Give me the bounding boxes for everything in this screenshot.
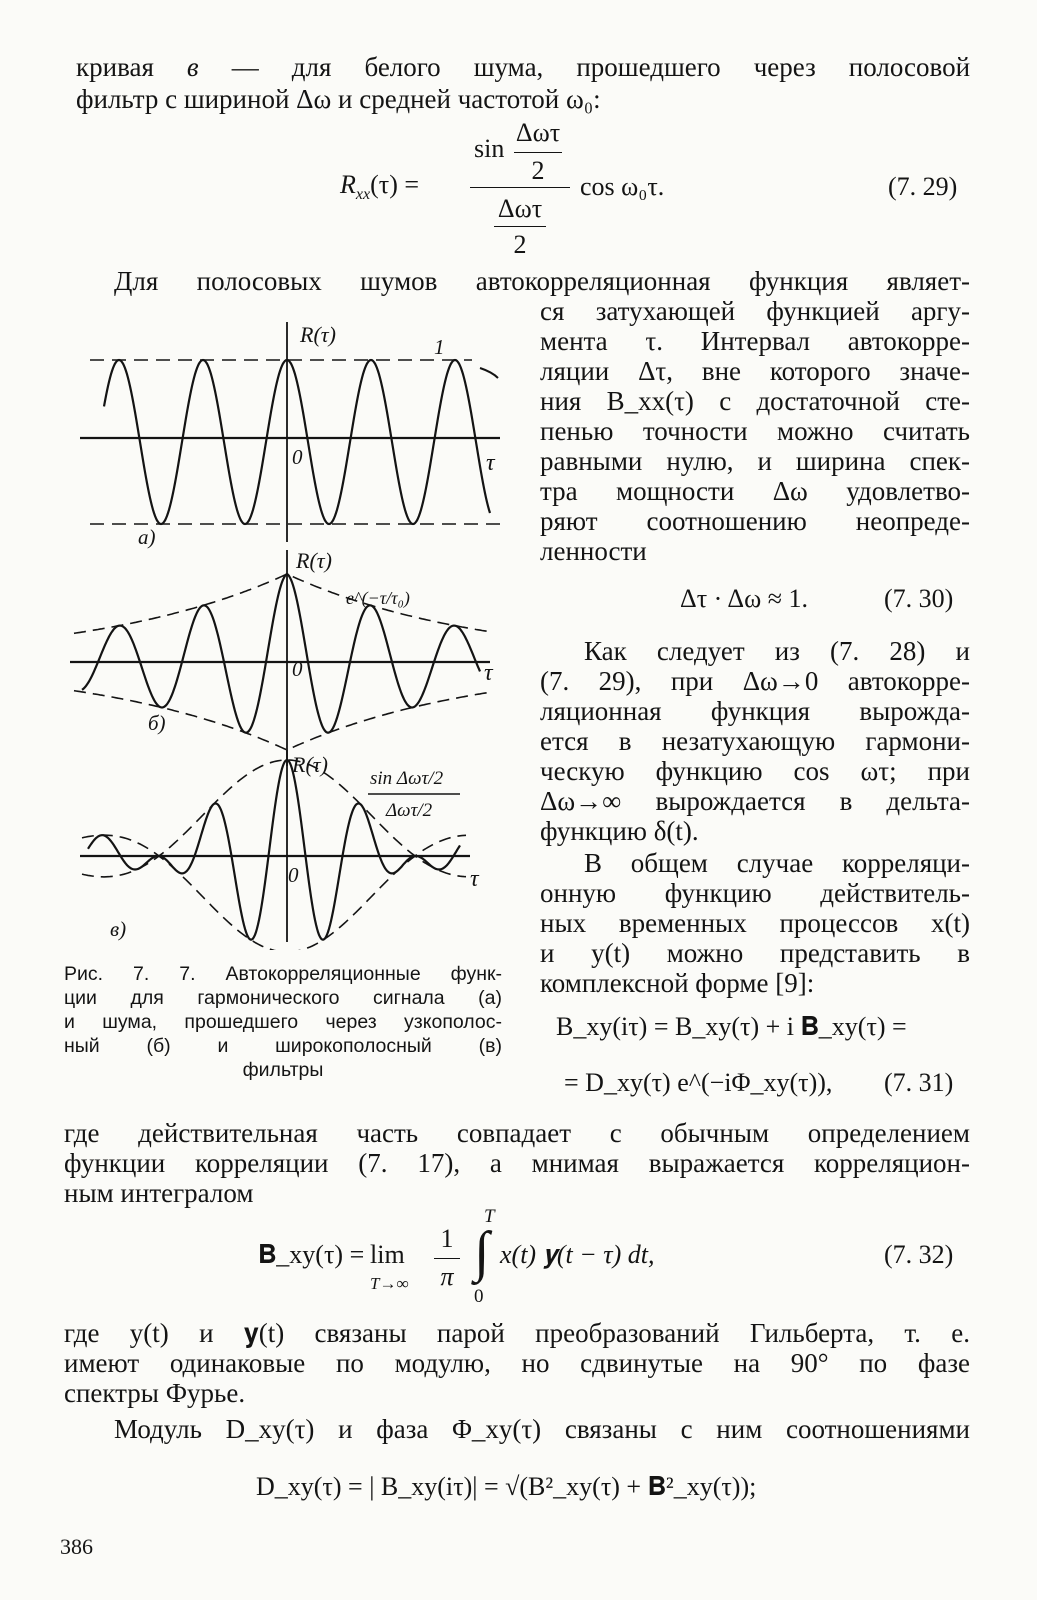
eq-frac-den: π <box>440 1262 454 1291</box>
equation-modulus: D_xy(τ) = | B_xy(iτ)| = √(B²_xy(τ) + 𝐁²_xy(τ)); <box>256 1472 757 1501</box>
paragraph-line: мента τ. Интервал автокорре- <box>540 326 970 356</box>
intro-line-2: фильтр с шириной Δω и средней частотой ω₀: <box>76 84 601 114</box>
paragraph-line: Модуль D_xy(τ) и фаза Φ_xy(τ) связаны с ним соотношениями <box>114 1414 970 1444</box>
paragraph-line: ряют соотношению неопреде- <box>540 506 970 536</box>
caption-line: фильтры <box>242 1059 324 1081</box>
paragraph-line: пенью точности можно считать <box>540 416 970 446</box>
zero-label: 0 <box>292 445 303 469</box>
paragraph-line: функцию δ(t). <box>540 816 699 846</box>
equation-7-31-line-1: B_xy(iτ) = B_xy(τ) + i 𝐁_xy(τ) = <box>556 1012 907 1041</box>
eq-frac-num: 1 <box>440 1224 454 1253</box>
eq-lhs: 𝐁_xy(τ) = <box>258 1240 365 1269</box>
word: кривая <box>76 52 154 82</box>
eq-integrand: x(t) 𝐲(t − τ) dt, <box>500 1240 655 1269</box>
cosine-curve <box>104 360 490 524</box>
paragraph-line: ния B_xx(τ) с достаточной сте- <box>540 386 970 416</box>
paragraph-line: имеют одинаковые по модулю, но сдвинутые на 90° по фазе <box>64 1348 970 1378</box>
sinc-envelope <box>82 835 466 950</box>
equation-number: (7. 30) <box>884 584 954 613</box>
paragraph-line: и y(t) можно представить в <box>540 938 970 968</box>
eq-bar <box>434 1258 460 1259</box>
eq-text: (τ) = <box>370 170 420 199</box>
word: в <box>186 52 199 82</box>
word: шума, <box>473 52 544 82</box>
tau-label: τ <box>470 866 479 892</box>
equation-7-31-line-2: = D_xy(τ) e^(−iΦ_xy(τ)), <box>564 1068 833 1097</box>
decay-envelope <box>74 691 490 750</box>
paragraph-right-column <box>540 296 970 566</box>
paragraph <box>64 1118 970 1208</box>
eq-den-top: Δωτ <box>497 194 543 223</box>
damped-cosine-curve <box>82 574 480 733</box>
panel-label-b: б) <box>148 711 166 735</box>
paragraph-line: тра мощности Δω удовлетво- <box>540 476 970 506</box>
eq-den-bot: 2 <box>513 230 527 259</box>
integral-sign: ∫ <box>474 1221 490 1283</box>
paragraph-line: Δω→∞ вырождается в дельта- <box>540 786 970 816</box>
paragraph-line: ческую функцию cos ωτ; при <box>540 756 970 786</box>
paragraph-line: ных временных процессов x(t) <box>540 908 970 938</box>
arrow-mark <box>480 368 498 378</box>
figure-caption <box>64 962 502 1082</box>
paragraph-line: ляции Δτ, вне которого значе- <box>540 356 970 386</box>
axis-label: R(τ) <box>292 752 328 777</box>
word: через <box>753 52 816 82</box>
paragraph-line: ся затухающей функцией аргу- <box>540 296 970 326</box>
zero-label: 0 <box>292 657 303 681</box>
tau-label: τ <box>486 450 495 476</box>
eq-lim: lim <box>370 1240 405 1269</box>
eq-num-top: Δωτ <box>515 118 561 147</box>
panel-label-c: в) <box>110 917 127 941</box>
eq-symbol: R <box>340 170 356 199</box>
caption-line: ный (б) и широкополосный (в) <box>64 1035 502 1057</box>
paragraph-right-column <box>540 848 970 998</box>
envelope-label: e^(−τ/τ₀) <box>346 588 410 608</box>
marker-label: 1 <box>434 335 445 359</box>
page-number: 386 <box>60 1534 93 1559</box>
paragraph-line: онную функцию действитель- <box>540 878 970 908</box>
paragraph-line: Для полосовых шумов автокорреляционная функция являет- <box>114 266 970 296</box>
paragraph-line: комплексной форме [9]: <box>540 968 815 998</box>
paragraph-line: (7. 29), при Δω→0 автокорре- <box>540 666 970 696</box>
eq-subscript: xx <box>355 186 371 204</box>
equation-number: (7. 32) <box>884 1240 954 1269</box>
eq-int-lower: 0 <box>474 1286 484 1307</box>
caption-line: и шума, прошедшего через узкополос- <box>64 1011 502 1033</box>
eq-bar <box>514 152 562 153</box>
sinc-label-top: sin Δωτ/2 <box>370 768 444 789</box>
figure-7-7 <box>60 310 530 950</box>
word: — для <box>231 52 332 82</box>
word: прошедшего <box>576 52 721 82</box>
sinc-label-bottom: Δωτ/2 <box>386 800 433 821</box>
equation-7-30: Δτ · Δω ≈ 1. <box>680 584 808 613</box>
paragraph-line: Как следует из (7. 28) и <box>584 636 970 666</box>
caption-line: Рис. 7. 7. Автокорреляционные функ- <box>64 963 502 985</box>
zero-label: 0 <box>288 863 299 887</box>
paragraph-line: В общем случае корреляци- <box>584 848 970 878</box>
paragraph-line: ется в незатухающую гармони- <box>540 726 970 756</box>
paragraph-line: равными нулю, и ширина спек- <box>540 446 970 476</box>
paragraph-line: функции корреляции (7. 17), а мнимая выражается корреляцион- <box>64 1148 970 1178</box>
eq-cos: cos ω₀τ. <box>580 172 665 201</box>
paragraph <box>64 1318 970 1408</box>
eq-int-upper: T <box>484 1206 495 1227</box>
axis-label: R(τ) <box>300 322 336 347</box>
tau-label: τ <box>484 660 493 686</box>
word: полосовой <box>848 52 971 82</box>
equation-number: (7. 31) <box>884 1068 954 1097</box>
eq-lim-sub: T→∞ <box>370 1274 409 1293</box>
paragraph-line: ленности <box>540 536 647 566</box>
equation-number: (7. 29) <box>888 172 958 201</box>
word: белого <box>364 52 441 82</box>
panel-label-a: а) <box>138 525 156 549</box>
eq-sin: sin <box>474 134 505 163</box>
caption-line: ции для гармонического сигнала (а) <box>64 987 502 1009</box>
paragraph-line: спектры Фурье. <box>64 1378 246 1408</box>
paragraph-line: ляционная функция вырожда- <box>540 696 970 726</box>
eq-main-bar <box>470 187 570 188</box>
eq-bar <box>494 226 546 227</box>
intro-line-1 <box>76 52 970 82</box>
paragraph-right-column <box>540 636 970 846</box>
paragraph-line: где y(t) и 𝐲(t) связаны парой преобразований Гильберта, т. е. <box>64 1318 970 1348</box>
paragraph-line: где действительная часть совпадает с обычным определением <box>64 1118 970 1148</box>
axis-label: R(τ) <box>296 548 332 573</box>
paragraph-line: ным интегралом <box>64 1178 254 1208</box>
eq-num-bot: 2 <box>531 156 545 185</box>
